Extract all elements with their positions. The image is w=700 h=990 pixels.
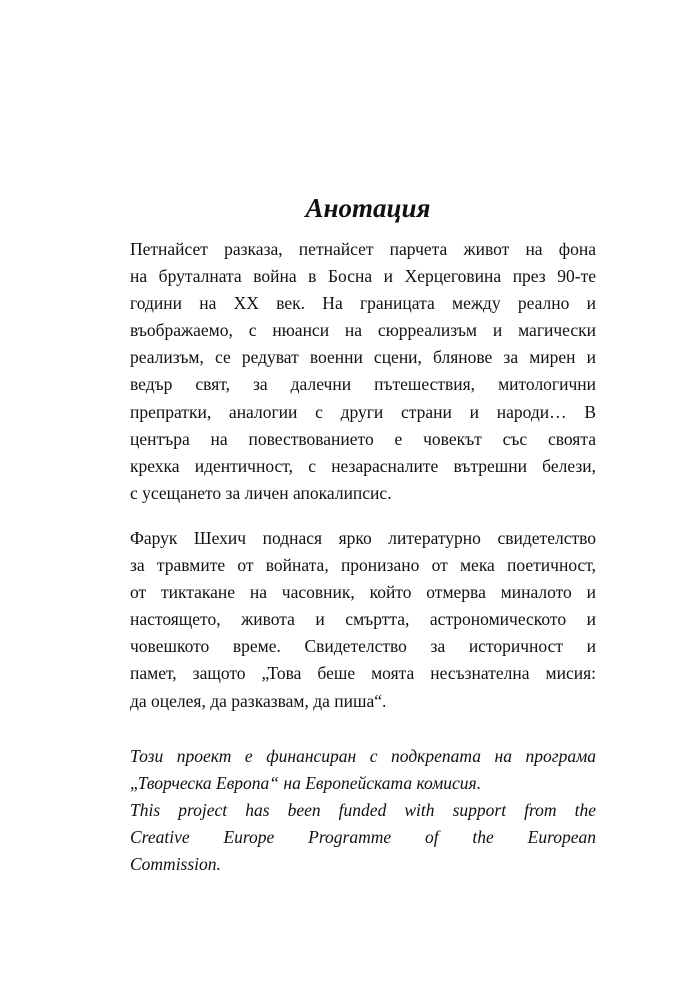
funding-note xyxy=(130,743,596,878)
annotation-paragraph-2 xyxy=(130,525,596,715)
funding-note-line: Creative Europe Programme of the European xyxy=(130,826,596,847)
paragraph-line: реализъм, се редуват военни сцени, блянове за мирен и xyxy=(130,347,596,368)
paragraph-line: за травмите от войната, пронизано от мека поетичност, xyxy=(130,555,596,576)
paragraph-line: ведър свят, за далечни пътешествия, митологични xyxy=(130,374,596,395)
paragraph-line: Петнайсет разказа, петнайсет парчета живот на фона xyxy=(130,239,596,259)
paragraph-line: крехка идентичност, с незарасналите вътрешни белези, xyxy=(130,455,596,476)
paragraph-line: центъра на повествованието е човекът със своята xyxy=(130,428,596,449)
paragraph-line: да оцелея, да разказвам, да пиша“. xyxy=(130,690,387,711)
paragraph-line: препратки, аналогии с други страни и народи… В xyxy=(130,401,596,422)
paragraph-line: човешкото време. Свидетелство за историчност и xyxy=(130,636,596,657)
paragraph-line: въображаемо, с нюанси на сюрреализъм и магически xyxy=(130,320,596,341)
paragraph-line: на бруталната война в Босна и Херцеговина през 90-те xyxy=(130,266,596,287)
paragraph-line: памет, защото „Това беше моята несъзнателна мисия: xyxy=(130,663,596,684)
paragraph-line: години на XX век. На границата между реално и xyxy=(130,293,596,314)
funding-note-line: Този проект е финансиран с подкрепата на програма xyxy=(130,745,596,766)
paragraph-line: настоящето, живота и смъртта, астрономическото и xyxy=(130,609,596,630)
annotation-paragraph-1 xyxy=(130,236,596,507)
paragraph-line: с усещането за личен апокалипсис. xyxy=(130,482,392,503)
paragraph-line: от тиктакане на часовник, който отмерва миналото и xyxy=(130,582,596,603)
funding-note-line: Commission. xyxy=(130,853,221,874)
paragraph-line: Фарук Шехич поднася ярко литературно свидетелство xyxy=(130,527,596,548)
funding-note-line: „Творческа Европа“ на Европейската комисия. xyxy=(130,772,482,793)
annotation-page xyxy=(130,188,596,878)
page-title: Анотация xyxy=(305,193,431,223)
funding-note-line: This project has been funded with support from the xyxy=(130,799,596,820)
